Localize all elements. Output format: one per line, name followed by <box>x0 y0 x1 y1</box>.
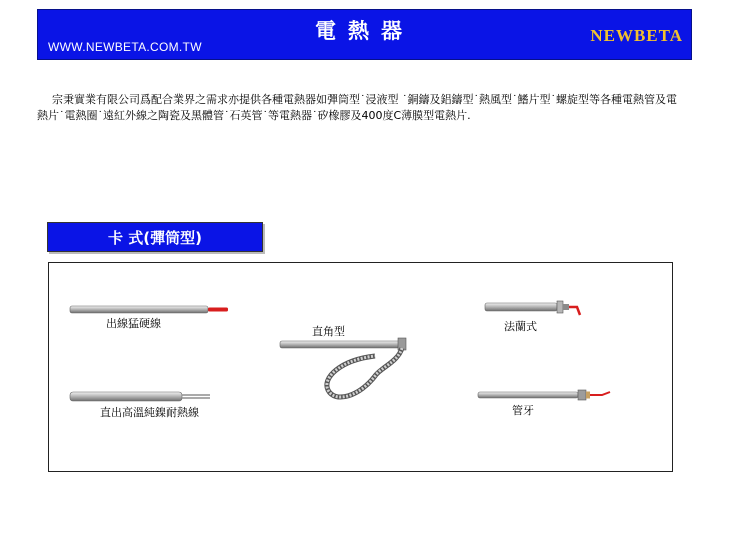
site-url: WWW.NEWBETA.COM.TW <box>48 40 202 54</box>
right-angle-cartridge-heater-icon <box>280 338 420 408</box>
page-title: 電熱器 <box>315 18 414 43</box>
header-banner <box>37 9 692 60</box>
product-label-flange: 法蘭式 <box>504 320 537 333</box>
product-label-hard-lead: 出線猛硬線 <box>106 317 161 330</box>
product-label-threaded: 管牙 <box>512 404 534 417</box>
product-label-right-angle: 直角型 <box>312 325 345 338</box>
section-title: 卡 式(彈筒型) <box>108 229 202 247</box>
product-label-nickel-wire: 直出高溫純鎳耐熱線 <box>100 406 199 419</box>
section-heading <box>47 222 263 252</box>
brand-logo-text: NEWBETA <box>590 26 683 45</box>
intro-paragraph: 宗秉實業有限公司爲配合業界之需求亦提供各種電熱器如彈筒型˙浸液型 ˙銅鑄及鋁鑄型˙熱風型˙鰭片型˙螺旋型等各種電熱管及電熱片˙電熱圈˙遠紅外線之陶瓷及黑體管˙石英管˙等電熱器˙矽橡膠及400度C薄膜型電熱片. <box>37 93 677 122</box>
threaded-cartridge-heater-icon <box>478 388 618 408</box>
